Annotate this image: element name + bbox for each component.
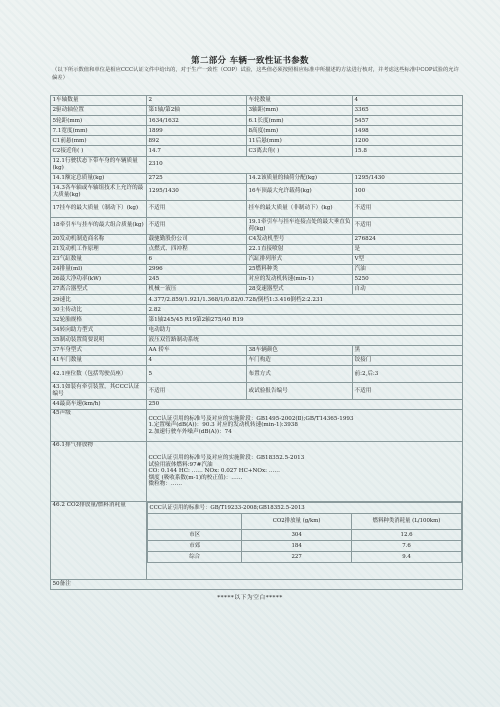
intro-note: （以下所示数值和单位是相应CCC认证文件中给出的，对于生产一致性（COP）试验，这些值必须按照相应标准中所描述的方法进行核对，并考虑这些标准中COP试验的允许偏差） [52, 67, 459, 81]
param-value: 不适用 [147, 382, 247, 399]
table-row [51, 355, 463, 365]
param-value: 载驰勤股份公司 [147, 234, 247, 244]
param-value: 前:2,后:3 [353, 365, 463, 382]
cycle-name: 市郊 [148, 540, 242, 551]
table-row [51, 345, 463, 355]
param-label: 14.2该质量的轴荷分配(kg) [247, 173, 353, 183]
table-row [51, 305, 463, 315]
passby-noise: 2.加速行驶车外噪声(dB(A))：74 [148, 428, 232, 435]
param-value: 2 [147, 96, 247, 106]
fuel-value: 7.6 [352, 540, 462, 551]
co2-standard: CCC认证引用的标准号：GB/T19233-2008;GB18352.5-2013 [148, 502, 462, 513]
param-value: AA 轿车 [147, 345, 247, 355]
param-label: 26最大净功率(kW) [51, 275, 147, 285]
param-value: 2.82 [147, 305, 463, 315]
param-value: 液压双管路制动系统 [147, 335, 463, 345]
param-value: 自动 [353, 285, 463, 295]
table-row [51, 200, 463, 217]
param-label: C1前悬(mm) [51, 136, 147, 146]
param-label: 35制动装置简要说明 [51, 335, 147, 345]
param-label: C4发动机型号 [247, 234, 353, 244]
param-label: 14.3各车轴或车轴组技术上允许的最大质量(kg) [51, 183, 147, 200]
param-value: 铰接门 [353, 355, 463, 365]
table-row [51, 264, 463, 274]
table-row [51, 275, 463, 285]
param-value: 1634/1632 [147, 116, 247, 126]
param-value: V型 [353, 254, 463, 264]
param-label: 30主传动比 [51, 305, 147, 315]
param-label: 32轮胎规格 [51, 315, 147, 325]
table-row [148, 513, 462, 529]
param-label: 12.1行驶状态下带车身的车辆质量(kg) [51, 156, 147, 173]
param-label: 21发动机工作原理 [51, 244, 147, 254]
co2-fuel-block [147, 501, 463, 579]
table-row [51, 156, 463, 173]
param-value: 2996 [147, 264, 247, 274]
param-label: 42.1座位数（包括驾驶员座） [51, 365, 147, 382]
table-row [51, 315, 463, 325]
param-value: 黑 [353, 345, 463, 355]
empty-cell [148, 513, 242, 529]
param-value: 不适用 [353, 382, 463, 399]
emission-standard: CCC认证引用的标准号及对应的实施阶段：GB18352.5-2013 [148, 455, 305, 462]
table-row [51, 254, 463, 264]
param-label: 18牵引车与挂车的最大组合质量(kg) [51, 217, 147, 234]
emission-values [147, 441, 463, 501]
table-row [51, 217, 463, 234]
co2-fuel-table [147, 502, 462, 563]
param-label: 27离合器型式 [51, 285, 147, 295]
param-label: 8高度(mm) [247, 126, 353, 136]
param-label: 3轴距(mm) [247, 106, 353, 116]
param-label: 布置方式 [247, 365, 353, 382]
param-value: 2310 [147, 156, 463, 173]
param-label: C3离去角( ) [247, 146, 353, 156]
co2-value: 184 [242, 540, 352, 551]
co2-value: 304 [242, 529, 352, 540]
table-row [51, 579, 463, 589]
table-row [51, 501, 463, 579]
table-row [148, 529, 462, 540]
param-label: 车门构造 [247, 355, 353, 365]
param-value: 4 [147, 355, 247, 365]
table-row [51, 146, 463, 156]
remarks-label: 50备注 [51, 579, 463, 589]
table-row [51, 365, 463, 382]
param-label: 46.2 CO2排放量/燃料消耗量 [51, 501, 147, 579]
param-value: 100 [353, 183, 463, 200]
param-label: 14.1额定总质量(kg) [51, 173, 147, 183]
param-value: 1498 [353, 126, 463, 136]
param-value: 3365 [353, 106, 463, 116]
param-label: 1车轴数量 [51, 96, 147, 106]
param-value: 是 [353, 244, 463, 254]
table-row [51, 244, 463, 254]
param-label: 7.1宽度(mm) [51, 126, 147, 136]
param-value: 245 [147, 275, 247, 285]
table-row [51, 173, 463, 183]
param-value: 15.8 [353, 146, 463, 156]
table-row [51, 409, 463, 441]
param-label: 28变速器型式 [247, 285, 353, 295]
param-value: 14.7 [147, 146, 247, 156]
param-value: 1295/1430 [147, 183, 247, 200]
param-value: 不适用 [353, 200, 463, 217]
param-value: 2725 [147, 173, 247, 183]
stationary-noise: 1.定置噪声(dB(A))：90.3 对应的发动机转速(min-1):3938 [148, 422, 298, 429]
noise-values [147, 409, 463, 441]
param-value: 276824 [353, 234, 463, 244]
param-label: 5轮距(mm) [51, 116, 147, 126]
table-row [51, 136, 463, 146]
param-value: 5457 [353, 116, 463, 126]
param-value: 6 [147, 254, 247, 264]
param-value: 不适用 [147, 200, 247, 217]
param-label: 23气缸数量 [51, 254, 147, 264]
table-row [51, 335, 463, 345]
param-value: 第1轴/第2轴 [147, 106, 247, 116]
param-value: 不适用 [353, 217, 463, 234]
param-value: 250 [147, 399, 463, 409]
fuel-value: 12.6 [352, 529, 462, 540]
table-row [51, 96, 463, 106]
param-label: 车轮数量 [247, 96, 353, 106]
param-value: 892 [147, 136, 247, 146]
page-title: 第二部分 车辆一致性证书参数 [191, 56, 309, 66]
fuel-header: 燃料种类消耗量 (L/100km) [352, 513, 462, 529]
smoke-value: 烟度 (吸收系数(m-1)的校正值)：…… [148, 474, 243, 481]
table-row [51, 285, 463, 295]
param-label: 45声级 [51, 409, 147, 441]
param-value: 1899 [147, 126, 247, 136]
table-row [51, 399, 463, 409]
table-row [148, 502, 462, 513]
table-row [51, 183, 463, 200]
table-row [148, 540, 462, 551]
cycle-name: 市区 [148, 529, 242, 540]
param-label: 6.1长度(mm) [247, 116, 353, 126]
table-row [51, 441, 463, 501]
param-value: 5 [147, 365, 247, 382]
param-label: 2驱动轴位置 [51, 106, 147, 116]
param-value: 1295/1430 [353, 173, 463, 183]
test-fuel: 试验用液体燃料:97#汽油 [148, 461, 213, 468]
param-label: 20发动机制造商名称 [51, 234, 147, 244]
param-label: 挂车的最大质量（非制动下）(kg) [247, 200, 353, 217]
param-label: 汽缸排列形式 [247, 254, 353, 264]
param-label: 22.1直接喷射 [247, 244, 353, 254]
param-label: 或试验报告编号 [247, 382, 353, 399]
param-label: 34转向助力型式 [51, 325, 147, 335]
co2-header: CO2排放量 (g/km) [242, 513, 352, 529]
table-row [51, 382, 463, 399]
param-value: 电动助力 [147, 325, 463, 335]
param-value: 1200 [353, 136, 463, 146]
emission-figures: CO: 0.144 HC: …… NOx: 0.027 HC+NOx: …… [148, 468, 281, 475]
table-row [51, 106, 463, 116]
param-label: 43.1如装有牵引装置，其CCC认证编号 [51, 382, 147, 399]
param-value: 4 [353, 96, 463, 106]
param-label: 24排量(ml) [51, 264, 147, 274]
param-label: 41车门数量 [51, 355, 147, 365]
cycle-name: 综合 [148, 551, 242, 562]
param-label: 17挂车的最大质量（制动下）(kg) [51, 200, 147, 217]
noise-standard: CCC认证引用的标准号及对应的实施阶段：GB1495-2002(Ⅱ);GB/T14365-1993 [148, 415, 354, 422]
particulate-value: 微粒物：…… [148, 481, 183, 488]
param-label: 44最高车速(km/h) [51, 399, 147, 409]
param-label: 19.1牵引车与挂车连接点处的最大垂直负荷(kg) [247, 217, 353, 234]
param-label: 46.1排气排放物 [51, 441, 147, 501]
spec-table [50, 95, 463, 590]
param-value: 汽油 [353, 264, 463, 274]
param-value: 第1轴245/45 R19第2轴275/40 R19 [147, 315, 463, 325]
param-label: 37车身型式 [51, 345, 147, 355]
table-row [51, 116, 463, 126]
co2-value: 227 [242, 551, 352, 562]
blank-below-marker: *****以下为空白***** [217, 595, 283, 601]
param-value: 不适用 [147, 217, 247, 234]
table-row [51, 325, 463, 335]
param-label: 11后悬(mm) [247, 136, 353, 146]
param-label: 38车辆颜色 [247, 345, 353, 355]
param-label: 29速比 [51, 295, 147, 305]
param-value: 机械－液压 [147, 285, 247, 295]
param-value: 4.377/2.859/1.921/1.368/1/0.82/0.728/倒档1:3.416倒档2:2.231 [147, 295, 463, 305]
table-row [51, 234, 463, 244]
param-label: 16车顶最大允许载荷(kg) [247, 183, 353, 200]
fuel-value: 9.4 [352, 551, 462, 562]
param-label: 对应的发动机转速(min-1) [247, 275, 353, 285]
param-label: C2接近角( ) [51, 146, 147, 156]
param-value: 5250 [353, 275, 463, 285]
param-label: 25燃料种类 [247, 264, 353, 274]
table-row [51, 295, 463, 305]
table-row [51, 126, 463, 136]
param-value: 点燃式、四冲程 [147, 244, 247, 254]
table-row [148, 551, 462, 562]
